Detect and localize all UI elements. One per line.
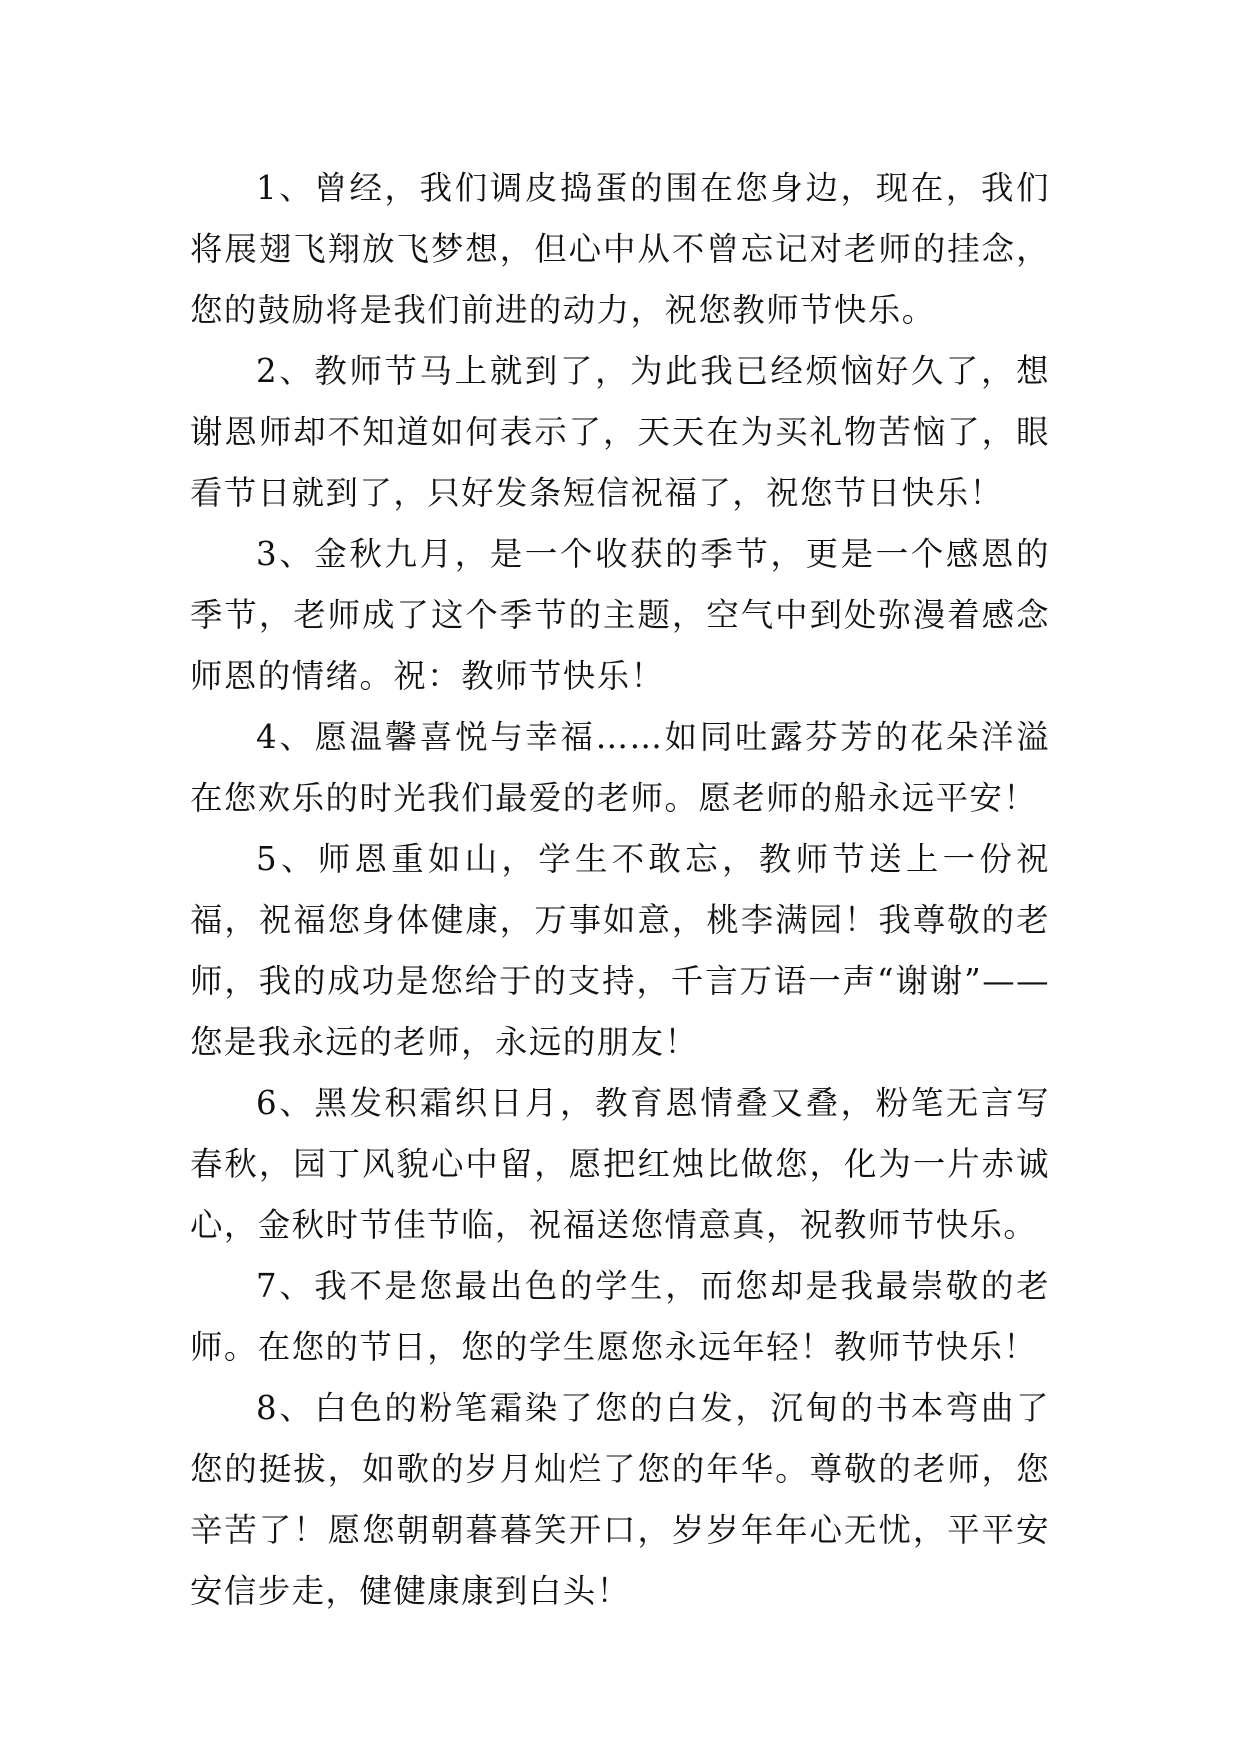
paragraph-4: 4、愿温馨喜悦与幸福……如同吐露芬芳的花朵洋溢在您欢乐的时光我们最爱的老师。愿老师的船永远平安！ xyxy=(190,718,1050,817)
paragraph-2: 2、教师节马上就到了，为此我已经烦恼好久了，想谢恩师却不知道如何表示了，天天在为买礼物苦恼了，眼看节日就到了，只好发条短信祝福了，祝您节日快乐！ xyxy=(190,352,1050,512)
paragraph-1: 1、曾经，我们调皮捣蛋的围在您身边，现在，我们将展翅飞翔放飞梦想，但心中从不曾忘记对老师的挂念，您的鼓励将是我们前进的动力，祝您教师节快乐。 xyxy=(190,169,1050,329)
paragraph-3: 3、金秋九月，是一个收获的季节，更是一个感恩的季节，老师成了这个季节的主题，空气中到处弥漫着感念师恩的情绪。祝：教师节快乐！ xyxy=(190,535,1050,695)
paragraph-5: 5、师恩重如山，学生不敢忘，教师节送上一份祝福，祝福您身体健康，万事如意，桃李满园！我尊敬的老师，我的成功是您给于的支持，千言万语一声“谢谢”——您是我永远的老师，永远的朋友！ xyxy=(190,840,1050,1061)
paragraph-7: 7、我不是您最出色的学生，而您却是我最崇敬的老师。在您的节日，您的学生愿您永远年轻！教师节快乐！ xyxy=(190,1267,1050,1366)
paragraph-8: 8、白色的粉笔霜染了您的白发，沉甸的书本弯曲了您的挺拔，如歌的岁月灿烂了您的年华。尊敬的老师，您辛苦了！愿您朝朝暮暮笑开口，岁岁年年心无忧，平平安安信步走，健健康康到白头！ xyxy=(190,1389,1050,1610)
document-body xyxy=(190,158,1050,1622)
paragraph-6: 6、黑发积霜织日月，教育恩情叠又叠，粉笔无言写春秋，园丁风貌心中留，愿把红烛比做您，化为一片赤诚心，金秋时节佳节临，祝福送您情意真，祝教师节快乐。 xyxy=(190,1084,1050,1244)
